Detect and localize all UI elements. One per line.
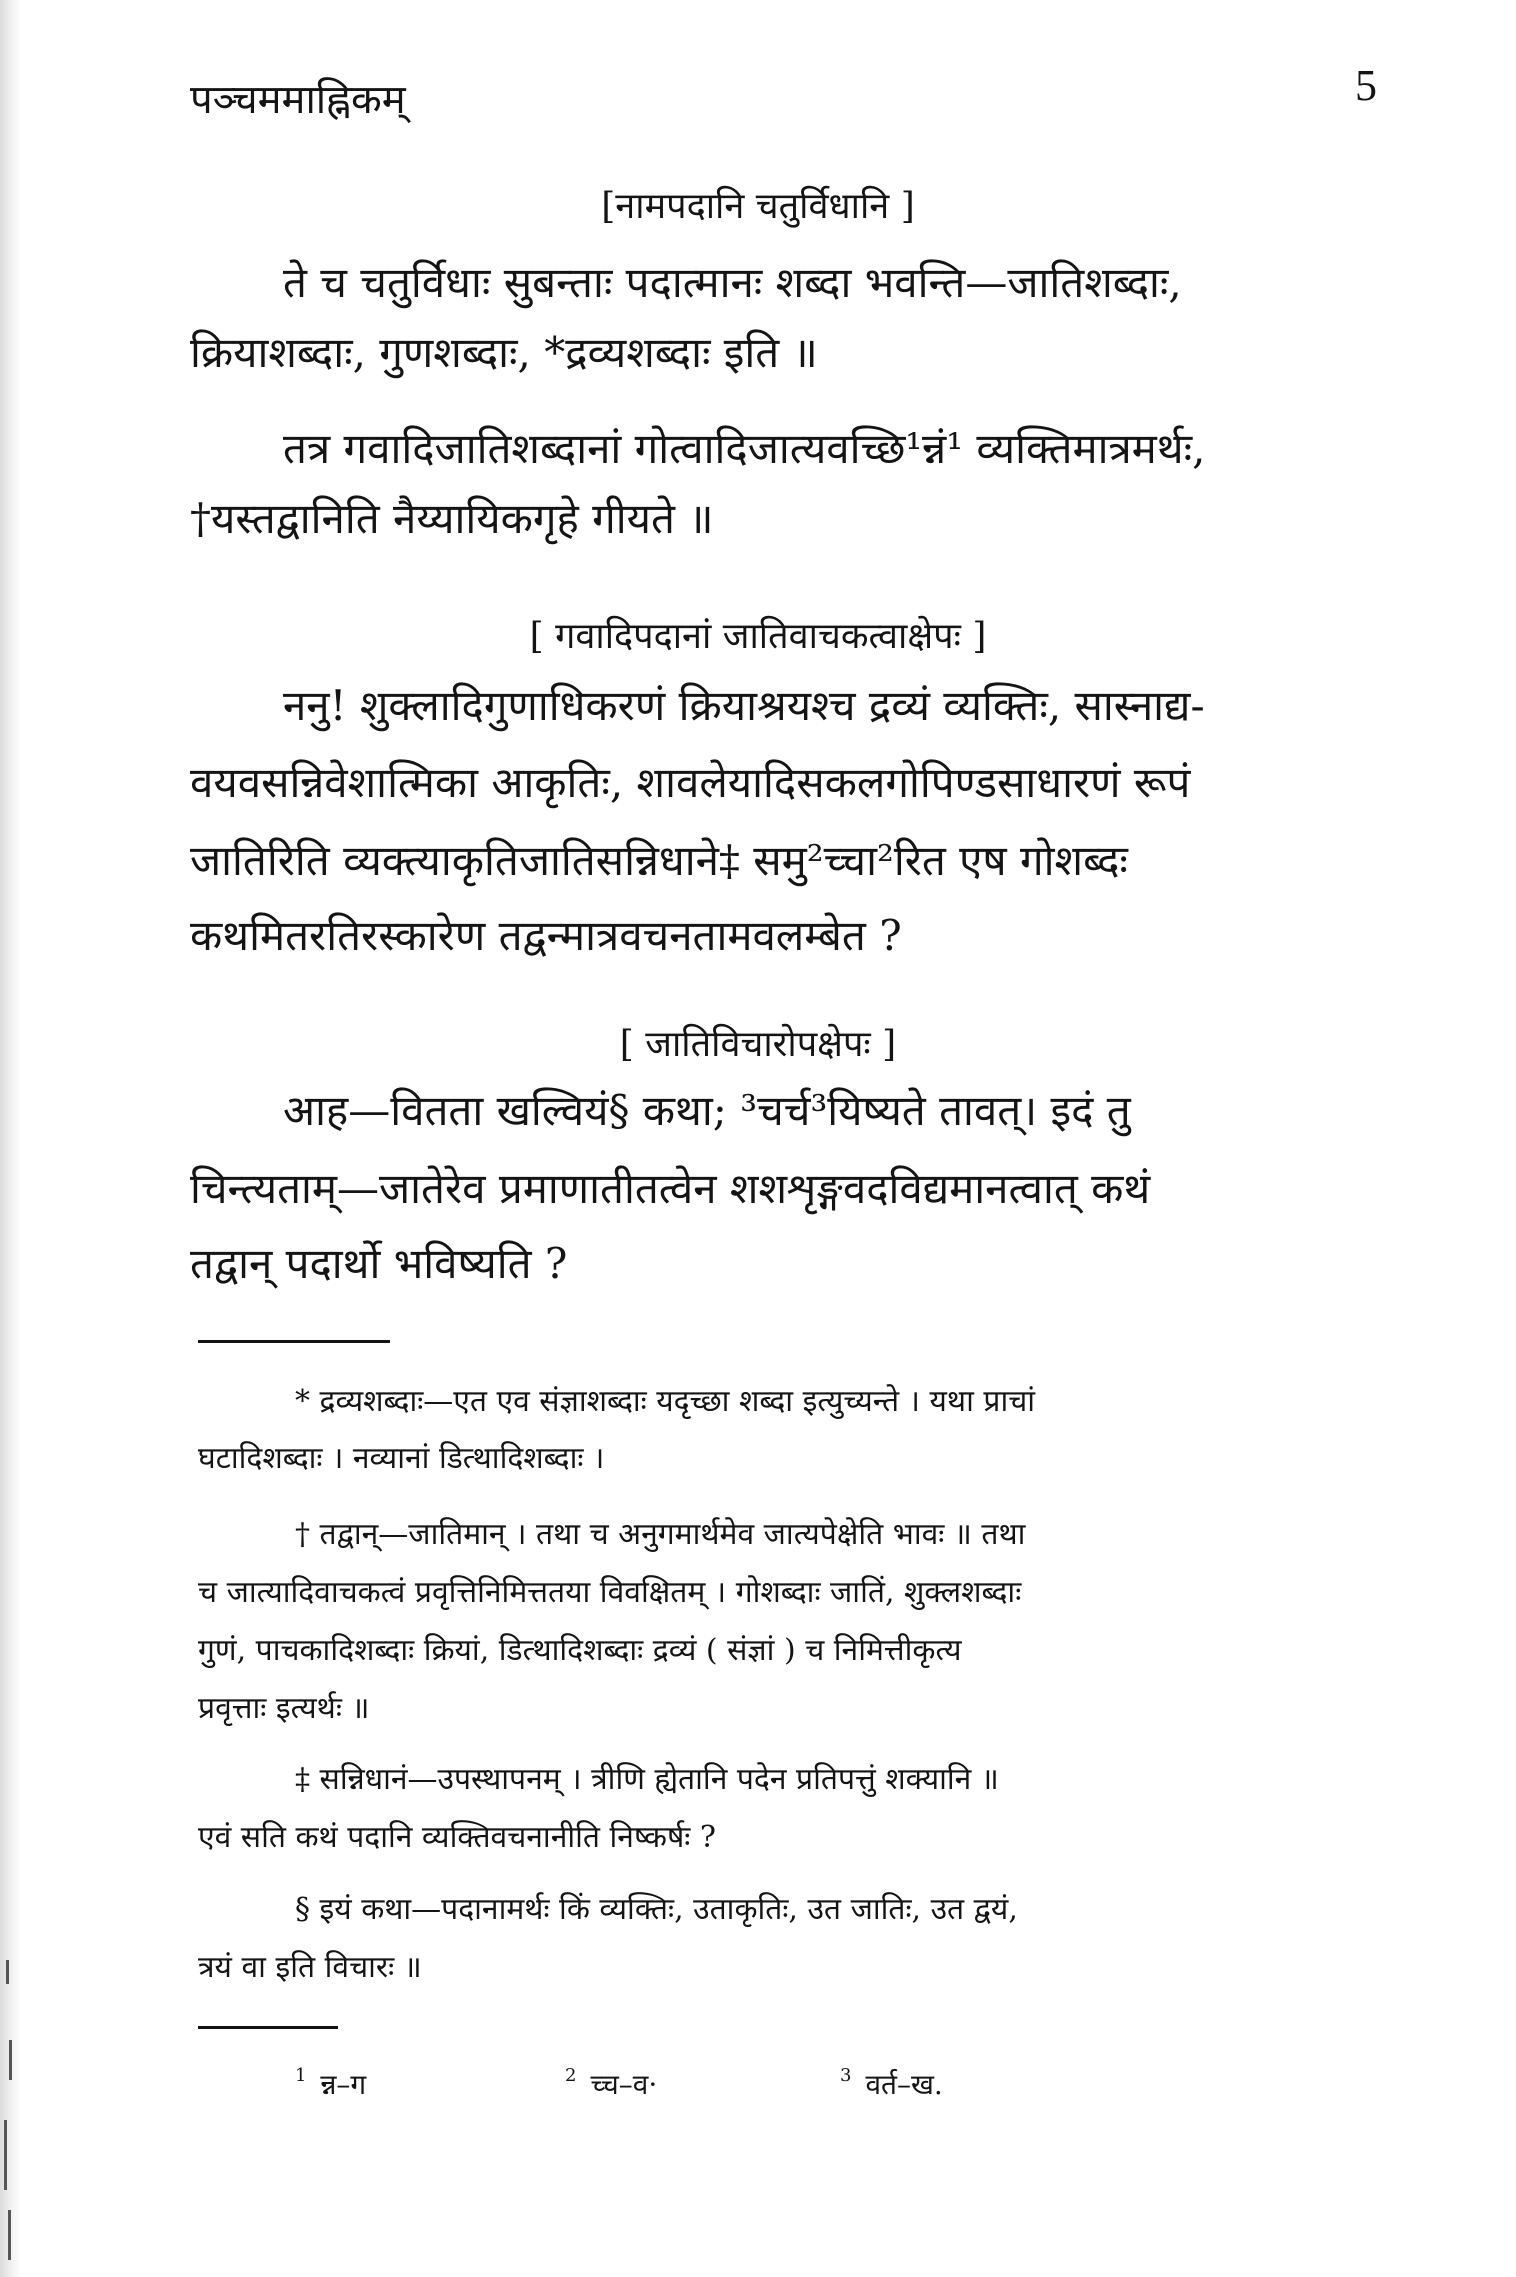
footnote-line: * द्रव्यशब्दाः—एत एव संज्ञाशब्दाः यदृच्छा शब्दा इत्युच्यन्ते । यथा प्राचां (295, 1384, 1036, 1419)
footnote-line: गुणं, पाचकादिशब्दाः क्रियां, डित्थादिशब्दाः द्रव्यं ( संज्ञां ) च निमित्तीकृत्य (198, 1633, 962, 1668)
variant-reading (840, 2065, 943, 2103)
body-line: चिन्त्यताम्—जातेरेव प्रमाणातीतत्वेन शशशृङ्गवदविद्यमानत्वात् कथं (190, 1164, 1151, 1213)
body-line: वयवसन्निवेशात्मिका आकृतिः, शावलेयादिसकलगोपिण्डसाधारणं रूपं (190, 758, 1191, 807)
body-line: तद्वान् पदार्थो भविष्यति ? (190, 1239, 568, 1288)
variant-mark: 1 (295, 2065, 307, 2086)
variants-rule (198, 2026, 338, 2029)
footnote-line: ‡ सन्निधानं—उपस्थापनम् । त्रीणि ह्येतानि पदेन प्रतिपत्तुं शक्यानि ॥ (295, 1762, 999, 1797)
variant-text: वर्त–ख. (865, 2068, 943, 2101)
body-line: आह—वितता खल्वियं§ कथा; ³चर्च³यिष्यते तावत्। इदं तु (283, 1086, 1131, 1135)
body-line: क्रियाशब्दाः, गुणशब्दाः, *द्रव्यशब्दाः इति ॥ (190, 328, 818, 377)
body-line: तत्र गवादिजातिशब्दानां गोत्वादिजात्यवच्छि¹न्नं¹ व्यक्तिमात्रमर्थः, (283, 424, 1206, 473)
body-line: †यस्तद्वानिति नैय्यायिकगृहे गीयते ॥ (190, 494, 714, 543)
body-line: ननु! शुक्लादिगुणाधिकरणं क्रियाश्रयश्च द्रव्यं व्यक्तिः, सास्नाद्य- (283, 681, 1205, 730)
body-line: कथमितरतिरस्कारेण तद्वन्मात्रवचनतामवलम्बेत ? (190, 911, 902, 960)
variant-text: च्च–व· (590, 2068, 658, 2101)
variant-mark: 3 (840, 2065, 852, 2086)
section-heading: [ गवादिपदानां जातिवाचकत्वाक्षेपः ] (529, 616, 987, 657)
variant-reading (295, 2065, 366, 2103)
footnote-line: § इयं कथा—पदानामर्थः किं व्यक्तिः, उताकृतिः, उत जातिः, उत द्वयं, (295, 1892, 1018, 1927)
running-head: पञ्चममाह्निकम् (190, 77, 406, 123)
body-line: जातिरिति व्यक्त्याकृतिजातिसन्निधाने‡ समु²च्चा²रित एष गोशब्दः (190, 836, 1128, 885)
page-number: 5 (1355, 61, 1377, 110)
variant-text: न्न–ग (320, 2068, 367, 2101)
footnote-line: प्रवृत्ताः इत्यर्थः ॥ (198, 1691, 370, 1726)
footnote-rule (198, 1340, 390, 1343)
variant-reading (565, 2065, 657, 2103)
footnote-line: त्रयं वा इति विचारः ॥ (198, 1950, 422, 1985)
footnote-line: च जात्यादिवाचकत्वं प्रवृत्तिनिमित्ततया विवक्षितम् । गोशब्दाः जातिं, शुक्लशब्दाः (198, 1575, 1022, 1610)
footnote-line: एवं सति कथं पदानि व्यक्तिवचनानीति निष्कर्षः ? (198, 1820, 716, 1855)
body-line: ते च चतुर्विधाः सुबन्ताः पदात्मानः शब्दा भवन्ति—जातिशब्दाः, (283, 258, 1182, 307)
section-heading: [ जातिविचारोपक्षेपः ] (619, 1024, 897, 1065)
variant-mark: 2 (565, 2065, 577, 2086)
section-heading: [नामपदानि चतुर्विधानि ] (601, 186, 915, 227)
binding-edge (0, 0, 22, 2277)
footnote-line: घटादिशब्दाः । नव्यानां डित्थादिशब्दाः । (198, 1441, 605, 1476)
footnote-line: † तद्वान्—जातिमान् । तथा च अनुगमार्थमेव जात्यपेक्षेति भावः ॥ तथा (295, 1517, 1026, 1552)
